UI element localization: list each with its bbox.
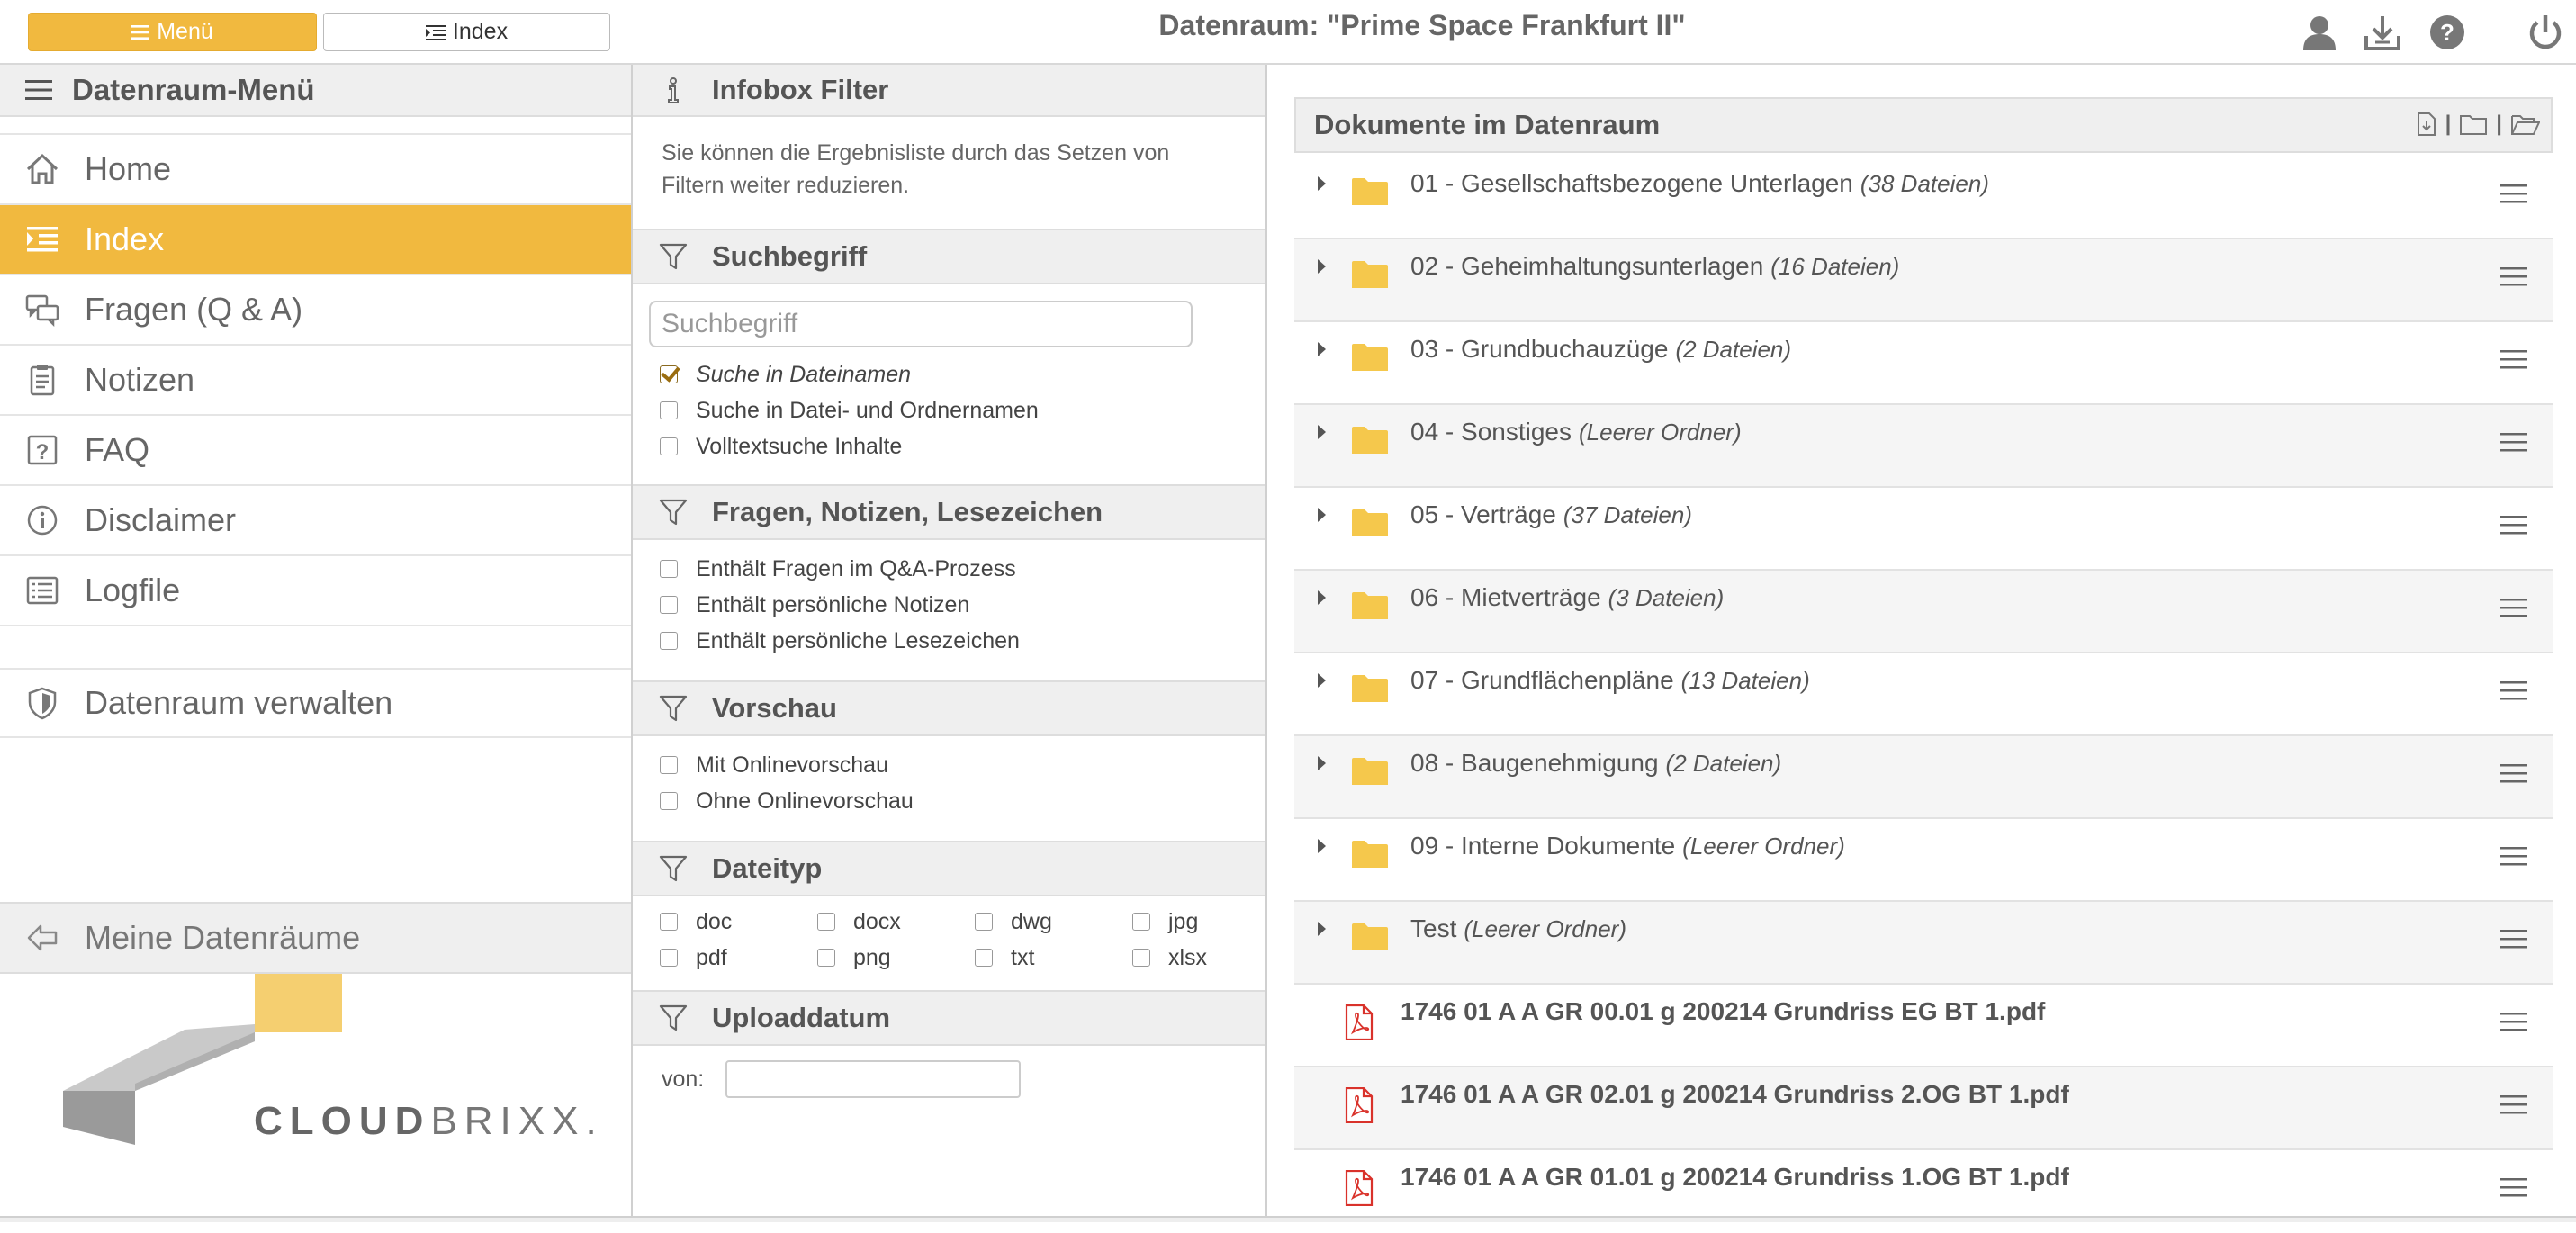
checkbox-label: Suche in Datei- und Ordnernamen [696,397,1039,423]
search-filter-header [633,229,1265,284]
file-row[interactable] [1294,985,2553,1067]
sidebar-item-label: FAQ [85,431,150,468]
manage-dataroom-label: Datenraum verwalten [85,684,393,721]
my-datarooms-label: Meine Datenräume [85,919,361,956]
my-datarooms-link[interactable] [0,902,631,974]
sidebar-header [0,65,631,117]
folder-icon [1351,839,1389,869]
index-icon [25,222,59,256]
manage-dataroom-link[interactable] [0,668,631,738]
expand-icon[interactable] [1318,839,1326,853]
row-menu-icon[interactable] [2500,927,2527,950]
folder-row[interactable] [1294,488,2553,571]
file-download-icon[interactable] [2417,112,2436,136]
toolbar-separator: | [2496,112,2502,136]
checkbox-has-questions[interactable] [660,551,1265,587]
checkbox[interactable] [1132,949,1150,967]
folder-count: (16 Dateien) [1770,253,1900,280]
svg-text:?: ? [2440,19,2454,46]
row-menu-icon[interactable] [2500,1093,2527,1116]
folder-row[interactable] [1294,819,2553,902]
filter-panel [633,65,1267,1217]
folder-row[interactable] [1294,736,2553,819]
file-row[interactable] [1294,1067,2553,1150]
sidebar-item-label: Disclaimer [85,501,237,538]
document-list [1294,157,2553,1233]
info-icon [25,503,59,537]
folder-row[interactable] [1294,571,2553,653]
sidebar-heading: Datenraum-Menü [72,73,315,106]
checkbox-filetype-png[interactable] [817,940,975,976]
filetype-filter-header [633,841,1265,896]
checkbox-without-preview[interactable] [660,783,1265,819]
folder-count: (Leerer Ordner) [1579,418,1742,446]
checkbox[interactable] [975,949,993,967]
infobox-text: Sie können die Ergebnisliste durch das Setzen von Filtern weiter reduzieren. [662,140,1170,198]
row-menu-icon[interactable] [2500,761,2527,785]
sidebar-item-label: Fragen (Q & A) [85,291,303,328]
sidebar-item-questions[interactable] [0,275,631,346]
search-input[interactable] [649,301,1193,347]
expand-icon[interactable] [1318,342,1326,356]
folder-count: (Leerer Ordner) [1682,832,1845,860]
row-menu-icon[interactable] [2500,347,2527,371]
row-menu-icon[interactable] [2500,513,2527,536]
qna-filter-title: Fragen, Notizen, Lesezeichen [712,496,1103,527]
folder-count: (2 Dateien) [1675,336,1792,363]
qna-filter-header [633,484,1265,540]
checkbox[interactable] [975,913,993,931]
checkbox-label: Mit Onlinevorschau [696,752,888,778]
pdf-file-icon [1345,1087,1374,1123]
top-bar [0,0,2576,65]
checkbox-filetype-docx[interactable] [817,904,975,940]
user-icon[interactable] [2300,13,2339,52]
cloudbrixx-logo [0,974,631,1217]
sidebar-item-home[interactable] [0,135,631,205]
checkbox[interactable] [660,560,678,578]
checkbox[interactable] [660,596,678,614]
index-icon [426,24,446,40]
sidebar-item-label: Logfile [85,572,181,608]
hamburger-icon[interactable] [25,78,52,102]
folder-icon [1351,922,1389,952]
checkbox-with-preview[interactable] [660,747,1265,783]
expand-icon[interactable] [1318,756,1326,770]
file-name: 1746 01 A A GR 00.01 g 200214 Grundriss EG BT 1.pdf [1401,997,2046,1025]
folder-row[interactable] [1294,239,2553,322]
checkbox-fulltext-search[interactable] [660,428,1265,464]
row-menu-icon[interactable] [2500,844,2527,868]
folder-name: 03 - Grundbuchauzüge [1410,335,1669,363]
checkbox-filetype-jpg[interactable] [1132,904,1267,940]
checkbox-filetype-dwg[interactable] [975,904,1132,940]
folder-name: 07 - Grundflächenpläne [1410,666,1674,694]
folder-name: 09 - Interne Dokumente [1410,832,1676,860]
folder-name: 08 - Baugenehmigung [1410,749,1659,777]
pdf-file-icon [1345,1004,1374,1040]
checkbox-label: jpg [1168,908,1199,934]
folder-row[interactable] [1294,653,2553,736]
menu-button[interactable] [28,13,317,51]
filter-icon [658,241,689,272]
folder-icon [1351,176,1389,207]
folder-name: 05 - Verträge [1410,500,1556,528]
index-button[interactable] [323,13,610,51]
sidebar-item-label: Index [85,220,165,257]
toolbar-separator: | [2445,112,2452,136]
checkbox-label: pdf [696,944,727,970]
row-menu-icon[interactable] [2500,430,2527,454]
folder-count: (3 Dateien) [1608,584,1725,611]
folder-row[interactable] [1294,902,2553,985]
date-from-label: von: [662,1066,705,1092]
file-name: 1746 01 A A GR 02.01 g 200214 Grundriss 2.OG BT 1.pdf [1401,1080,2069,1108]
menu-button-label: Menü [157,19,213,44]
folder-name: 02 - Geheimhaltungsunterlagen [1410,252,1764,280]
folder-icon [1351,508,1389,538]
sidebar-item-faq[interactable] [0,416,631,486]
sidebar-item-notes[interactable] [0,346,631,416]
checkbox[interactable] [660,792,678,810]
folder-icon [1351,342,1389,373]
sidebar-item-label: Home [85,150,172,187]
checkbox-search-filenames[interactable] [660,356,1265,392]
clipboard-icon [25,363,59,397]
expand-icon[interactable] [1318,508,1326,522]
checkbox[interactable] [660,365,678,383]
sidebar-item-disclaimer[interactable] [0,486,631,556]
folder-count: (2 Dateien) [1665,750,1782,777]
sidebar-item-index[interactable] [0,205,631,275]
arrow-left-icon [25,921,59,955]
file-name: 1746 01 A A GR 01.01 g 200214 Grundriss 1.OG BT 1.pdf [1401,1163,2069,1191]
checkbox-label: docx [853,908,901,934]
folder-name: 04 - Sonstiges [1410,418,1572,446]
checkbox-label: Enthält Fragen im Q&A-Prozess [696,555,1016,581]
date-from-input[interactable] [725,1060,1021,1098]
preview-filter-title: Vorschau [712,692,837,724]
download-icon[interactable] [2363,13,2402,52]
row-menu-icon[interactable] [2500,182,2527,205]
expand-icon[interactable] [1318,259,1326,274]
checkbox-label: dwg [1011,908,1052,934]
folder-count: (38 Dateien) [1860,170,1989,197]
expand-icon[interactable] [1318,425,1326,439]
svg-text:?: ? [35,440,50,464]
checkbox[interactable] [660,949,678,967]
documents-header [1294,97,2553,153]
filter-icon [658,1003,689,1033]
checkbox-filetype-pdf[interactable] [660,940,817,976]
search-filter-title: Suchbegriff [712,240,868,272]
checkbox-filetype-doc[interactable] [660,904,817,940]
checkbox-has-notes[interactable] [660,587,1265,623]
svg-text:CLOUDBRIXX.: CLOUDBRIXX. [254,1099,604,1143]
documents-title: Dokumente im Datenraum [1314,109,1661,140]
checkbox[interactable] [817,913,835,931]
row-menu-icon[interactable] [2500,1175,2527,1199]
folder-row[interactable] [1294,405,2553,488]
preview-filter-header [633,680,1265,736]
checkbox[interactable] [660,437,678,455]
sidebar-item-logfile[interactable] [0,556,631,626]
folder-row[interactable] [1294,157,2553,239]
checkbox[interactable] [660,401,678,419]
folder-count: (37 Dateien) [1563,501,1692,528]
upload-date-filter-header [633,990,1265,1046]
checkbox-label: Enthält persönliche Lesezeichen [696,627,1020,653]
home-icon [25,152,59,186]
checkbox-label: png [853,944,891,970]
chat-icon [25,292,59,327]
hamburger-icon [131,24,149,40]
sidebar [0,65,633,1217]
index-button-label: Index [452,19,509,44]
folder-open-icon[interactable] [2511,113,2540,135]
pdf-file-icon [1345,1170,1374,1206]
expand-icon[interactable] [1318,673,1326,688]
filter-icon [658,693,689,724]
expand-icon[interactable] [1318,922,1326,936]
row-menu-icon[interactable] [2500,596,2527,619]
filter-icon [658,497,689,527]
folder-icon [1351,756,1389,787]
shield-icon [25,686,59,720]
folder-row[interactable] [1294,322,2553,405]
upload-date-filter-title: Uploaddatum [712,1002,891,1033]
infobox-header [633,65,1265,117]
folder-icon [1351,590,1389,621]
checkbox-filetype-xlsx[interactable] [1132,940,1267,976]
folder-name: 01 - Gesellschaftsbezogene Unterlagen [1410,169,1853,197]
checkbox-has-bookmarks[interactable] [660,623,1265,659]
folder-icon[interactable] [2460,113,2487,135]
checkbox[interactable] [660,632,678,650]
checkbox-filetype-txt[interactable] [975,940,1132,976]
filetype-filter-title: Dateityp [712,852,823,884]
bottom-scrollbar[interactable] [0,1216,2576,1222]
list-icon [25,573,59,608]
filter-icon [658,853,689,884]
row-menu-icon[interactable] [2500,679,2527,702]
documents-panel [1267,65,2576,1217]
folder-icon [1351,259,1389,290]
checkbox[interactable] [660,913,678,931]
row-menu-icon[interactable] [2500,1010,2527,1033]
checkbox[interactable] [817,949,835,967]
folder-count: (13 Dateien) [1680,667,1810,694]
info-icon [658,75,689,105]
checkbox[interactable] [660,756,678,774]
checkbox-label: Ohne Onlinevorschau [696,788,914,814]
expand-icon[interactable] [1318,176,1326,191]
checkbox-label: Volltextsuche Inhalte [696,433,903,459]
checkbox-label: Suche in Dateinamen [696,361,912,387]
sidebar-item-label: Notizen [85,361,195,398]
row-menu-icon[interactable] [2500,265,2527,288]
power-icon[interactable] [2526,13,2565,52]
page-title: Datenraum: "Prime Space Frankfurt II" [1158,9,1686,41]
checkbox-label: xlsx [1168,944,1208,970]
checkbox-label: doc [696,908,733,934]
checkbox-label: txt [1011,944,1035,970]
faq-icon [25,433,59,467]
checkbox-label: Enthält persönliche Notizen [696,591,970,617]
folder-icon [1351,673,1389,704]
folder-name: Test [1410,914,1457,942]
help-icon[interactable] [2427,13,2467,52]
checkbox[interactable] [1132,913,1150,931]
infobox-title: Infobox Filter [712,74,889,105]
expand-icon[interactable] [1318,590,1326,605]
folder-icon [1351,425,1389,455]
checkbox-search-file-folder-names[interactable] [660,392,1265,428]
folder-count: (Leerer Ordner) [1464,915,1626,942]
folder-name: 06 - Mietverträge [1410,583,1601,611]
